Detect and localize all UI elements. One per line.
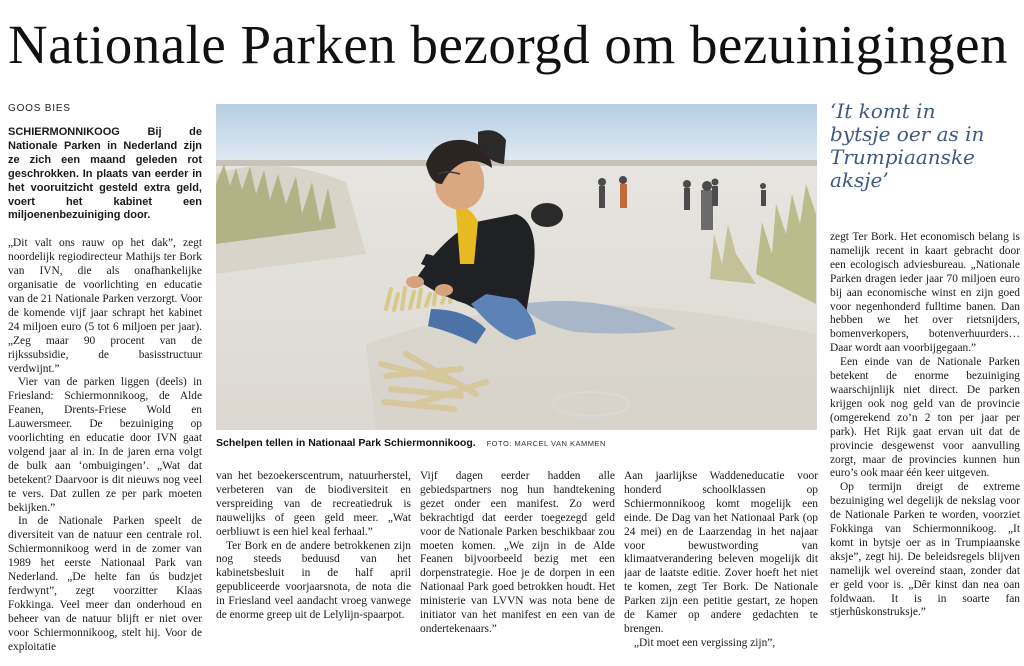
article-column-4 bbox=[624, 470, 818, 666]
photo-credit: FOTO: MARCEL VAN KAMMEN bbox=[486, 439, 606, 448]
article-column-2 bbox=[216, 470, 411, 666]
dateline: SCHIERMONNIKOOG bbox=[8, 126, 120, 138]
beach-scene-illustration bbox=[216, 104, 817, 430]
pull-quote-line: aksje’ bbox=[830, 168, 889, 192]
article-column-3 bbox=[420, 470, 615, 666]
body-paragraph: Aan jaarlijkse Waddeneducatie voor honderd schoolklassen op Schiermonnikoog komt mogelijk een einde. De Dag van het Nationaal Park (op 24 mei) en de Laarzendag in het najaar voor bewustwording van klimaatverandering beleven mogelijk dit jaar de laatste editie. Zover hoeft het niet te komen, zegt Ter Bork. De Nationale Parken zijn een petitie gestart, ze hopen de Kamer op andere gedachten te brengen. bbox=[624, 470, 818, 635]
body-paragraph: Een einde van de Nationale Parken betekent de enorme bezuiniging waarschijnlijk niet direct. De parken krijgen ook nog geld van de provincie (omgerekend zo’n 2 ton per jaar per park). Het Rijk gaat ervan uit dat de provincie desgewenst voor aanvulling zorgt, maar de provincies kunnen hun euro’s ook maar één keer uitgeven. bbox=[830, 356, 1020, 480]
body-paragraph: van het bezoekerscentrum, natuurherstel, verbeteren van de biodiversiteit en verspreiding van de recreatiedruk is nauwelijks of geen geld meer. „Wat oerbliuwt is een hiel keal ferhaal.” bbox=[216, 470, 411, 538]
lead-paragraph bbox=[8, 126, 202, 223]
body-paragraph: In de Nationale Parken speelt de diversiteit van de natuur een centrale rol. Schiermonnikoog werd in de zomer van 1989 het eerste Nationaal Park van Nederland. „De helte fan ús budzjet ferdwynt”, zegt voorzitter Klaas Fokkinga. Veel meer dan onderhoud en beheer van de natuur blijft er niet over voor Schiermonnikoog, stelt hij. Voor de exploitatie bbox=[8, 515, 202, 653]
article-column-1 bbox=[8, 126, 202, 666]
body-paragraph: Vier van de parken liggen (deels) in Friesland: Schiermonnikoog, de Alde Feanen, Drents-Friese Wold en Lauwersmeer. De bezuiniging op voorlichting en educatie door IVN gaat volgend jaar al in. In de jaren erna volgt de bulk aan ‘ombuigingen’. „Wat dat betekent? Daarvoor is dit nieuws nog veel te vers. Dat zullen ze per park moeten bekijken.” bbox=[8, 376, 202, 514]
photo-caption bbox=[216, 437, 817, 455]
pull-quote-line: Trumpiaanske bbox=[830, 145, 975, 169]
body-paragraph: „Dit valt ons rauw op het dak”, zegt noordelijk regiodirecteur Mathijs ter Bork van IVN, die als onafhankelijke organisatie de voorlichting en educatie van de 21 Nationale Parken verzorgt. Voor de komende vijf jaar schrapt het kabinet 24 miljoen euro (5 tot 6 miljoen per jaar). „Zeg maar 90 procent van de rijkssubsidie, de basisstructuur verdwijnt.” bbox=[8, 237, 202, 375]
pull-quote-line: bytsje oer as in bbox=[830, 122, 985, 146]
body-paragraph: Ter Bork en de andere betrokkenen zijn nog steeds beduusd van het kabinetsbesluit in de half april gepubliceerde voorjaarsnota, de nota die in Friesland veel aandacht vroeg vanwege de enorme greep uit de Lelylijn-spaarpot. bbox=[216, 539, 411, 622]
lead-text: Bij de Nationale Parken in Nederland zijn ze zich een maand geleden rot geschrokken. In plaats van eerder in het vooruitzicht gesteld extra geld, voert het kabinet een miljoenenbezuiniging door. bbox=[8, 126, 202, 222]
article-photo bbox=[216, 104, 817, 430]
headline: Nationale Parken bezorgd om bezuinigingen bbox=[8, 14, 1009, 75]
body-paragraph: „Dit moet een vergissing zijn”, bbox=[634, 636, 776, 649]
caption-text: Schelpen tellen in Nationaal Park Schiermonnikoog. bbox=[216, 437, 476, 449]
pull-quote-line: ‘It komt in bbox=[830, 99, 936, 123]
byline: GOOS BIES bbox=[8, 103, 71, 114]
pull-quote bbox=[830, 100, 1020, 192]
body-paragraph: zegt Ter Bork. Het economisch belang is namelijk recent in kaart gebracht door een ecologisch adviesbureau. „Nationale Parken dragen ieder jaar 70 miljoen euro bij aan economische winst en zijn goed voor negenhonderd fulltime banen. Dan hebben we het over rietsnijders, bomenverkopers, botenverhuurders… Daar wordt aan voorbijgegaan.” bbox=[830, 231, 1020, 355]
body-paragraph: Op termijn dreigt de extreme bezuiniging wel degelijk de nekslag voor de Nationale Parken te worden, voorziet Fokkinga van Schiermonnikoog. „It komt in bytsje oer as in Trumpiaanske aksje”, zegt hij. De beleidsregels blijven namelijk wel overeind staan, zonder dat er geld voor is. „Dêr kinst dan nea oan foldwaan. It is in soarte fan stjerhûskonstruksje.” bbox=[830, 481, 1020, 619]
article-column-5 bbox=[830, 231, 1020, 666]
body-paragraph: Vijf dagen eerder hadden alle gebiedspartners nog hun handtekening gezet onder een manifest. Zo werd bekrachtigd dat eerder toegezegd geld voor de Nationale Parken beschikbaar zou moeten komen. „We zijn in de Alde Feanen bijvoorbeeld bezig met een dorpenstrategie. Hoe je de dorpen in een Nationaal Park goed betrokken houdt. Het ministerie van LVVN was nota bene de initiator van het manifest en een van de ondertekenaars.” bbox=[420, 470, 615, 635]
